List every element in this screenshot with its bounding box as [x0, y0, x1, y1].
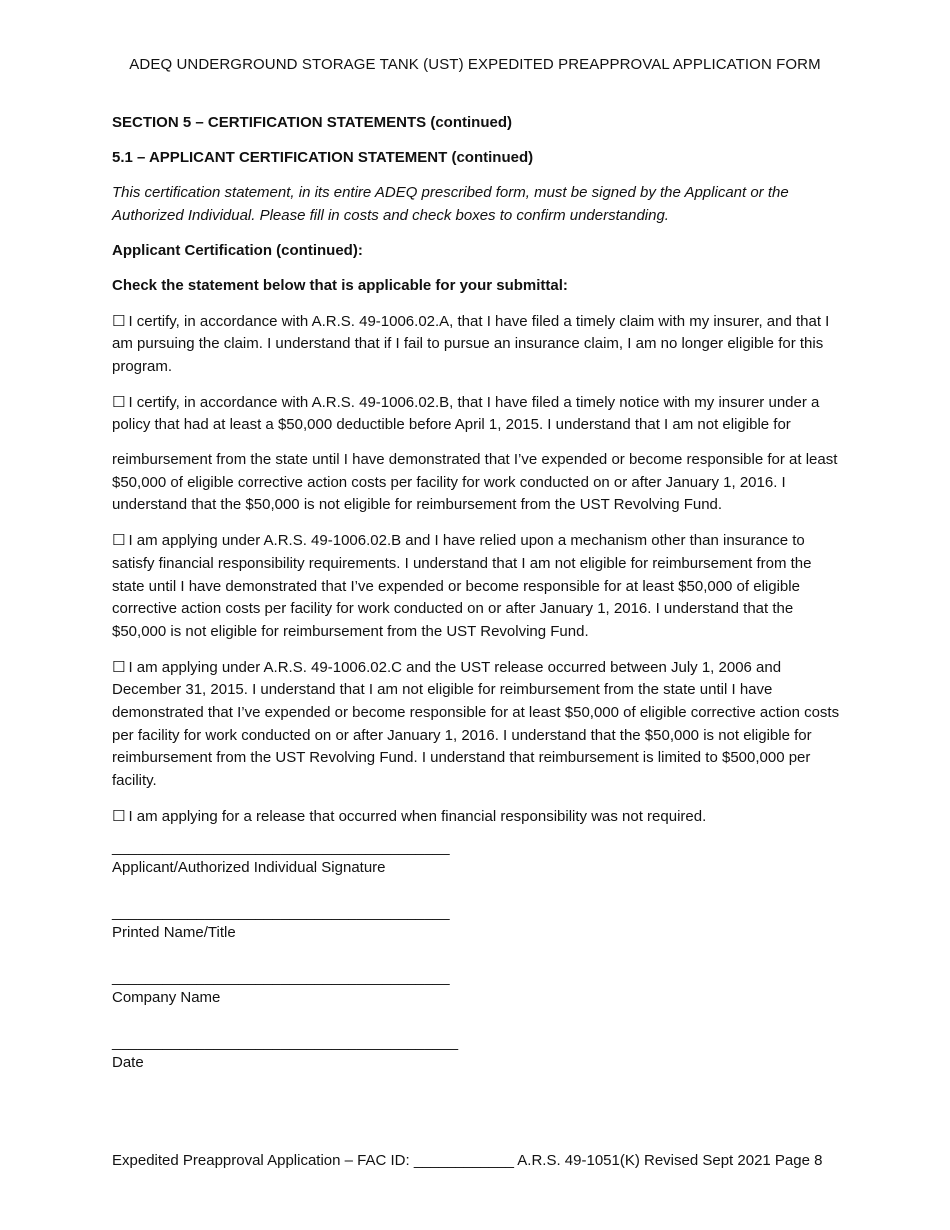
statement-2-text: I certify, in accordance with A.R.S. 49-1006.02.B, that I have filed a timely notice with my insurer under a policy that had at least a $50,000 deductible before April 1, 2015. I understand that I am not eligible for [112, 393, 820, 434]
date-line[interactable]: _________________________________________ [112, 1034, 459, 1052]
signature-label: Applicant/Authorized Individual Signature [112, 859, 386, 877]
printed-name-line[interactable]: ________________________________________ [112, 904, 450, 922]
printed-name-label: Printed Name/Title [112, 924, 236, 942]
instructions-text: This certification statement, in its entire ADEQ prescribed form, must be signed by the Applicant or the Authorized Individual. Please fill in costs and check boxes to confirm understanding. [112, 183, 789, 224]
applicant-certification-heading: Applicant Certification (continued): [112, 241, 363, 259]
check-statement-heading: Check the statement below that is applicable for your submittal: [112, 276, 568, 294]
company-name-line[interactable]: ________________________________________ [112, 969, 450, 987]
page-content [112, 112, 842, 1074]
form-title: ADEQ UNDERGROUND STORAGE TANK (UST) EXPEDITED PREAPPROVAL APPLICATION FORM [129, 56, 821, 73]
statement-3 [112, 529, 842, 643]
checkbox-statement-3[interactable]: ☐ [112, 531, 126, 550]
date-label: Date [112, 1054, 144, 1072]
company-name-label: Company Name [112, 989, 221, 1007]
signature-field [112, 838, 842, 879]
statement-4 [112, 656, 842, 793]
statement-4-text: I am applying under A.R.S. 49-1006.02.C and the UST release occurred between July 1, 2006 and December 31, 2015. I understand that I am not eligible for reimbursement from the state until I have demonstrated that I’ve expended or become responsible for at least $50,000 of eligible corrective action costs per facility for work conducted on or after January 1, 2016. I understand that the $50,000 is not eligible for reimbursement from the UST Revolving Fund. I understand that reimbursement is limited to $500,000 per facility. [112, 658, 840, 789]
statement-5 [112, 805, 842, 829]
checkbox-statement-4[interactable]: ☐ [112, 657, 126, 676]
subsection-heading: 5.1 – APPLICANT CERTIFICATION STATEMENT (continued) [112, 148, 534, 166]
statement-2 [112, 391, 842, 437]
statement-2-continued: reimbursement from the state until I have demonstrated that I’ve expended or become responsible for at least $50,000 of eligible corrective action costs per facility for work conducted on or after January 1, 2016. I understand that the $50,000 is not eligible for reimbursement from the UST Revolving Fund. [112, 451, 838, 514]
statement-3-text: I am applying under A.R.S. 49-1006.02.B and I have relied upon a mechanism other than insurance to satisfy financial responsibility requirements. I understand that I am not eligible for reimbursement from the state until I have demonstrated that I’ve expended or become responsible for at least $50,000 of eligible corrective action costs per facility for work conducted on or after January 1, 2016. I understand that the $50,000 is not eligible for reimbursement from the UST Revolving Fund. [112, 532, 812, 640]
signature-line[interactable]: ________________________________________ [112, 839, 450, 857]
statement-1-text: I certify, in accordance with A.R.S. 49-1006.02.A, that I have filed a timely claim with my insurer, and that I am pursuing the claim. I understand that if I fail to pursue an insurance claim, I am no longer eligible for this program. [112, 312, 830, 375]
checkbox-statement-2[interactable]: ☐ [112, 392, 126, 411]
statement-5-text: I am applying for a release that occurred when financial responsibility was not required. [128, 807, 707, 825]
company-name-field [112, 968, 842, 1009]
statement-1 [112, 310, 842, 379]
checkbox-statement-1[interactable]: ☐ [112, 311, 126, 330]
checkbox-statement-5[interactable]: ☐ [112, 806, 126, 825]
page-footer: Expedited Preapproval Application – FAC ID: ____________ A.R.S. 49-1051(K) Revised Sept 2021 Page 8 [112, 1152, 823, 1169]
date-field [112, 1033, 842, 1074]
section-heading: SECTION 5 – CERTIFICATION STATEMENTS (continued) [112, 114, 512, 131]
printed-name-field [112, 903, 842, 944]
